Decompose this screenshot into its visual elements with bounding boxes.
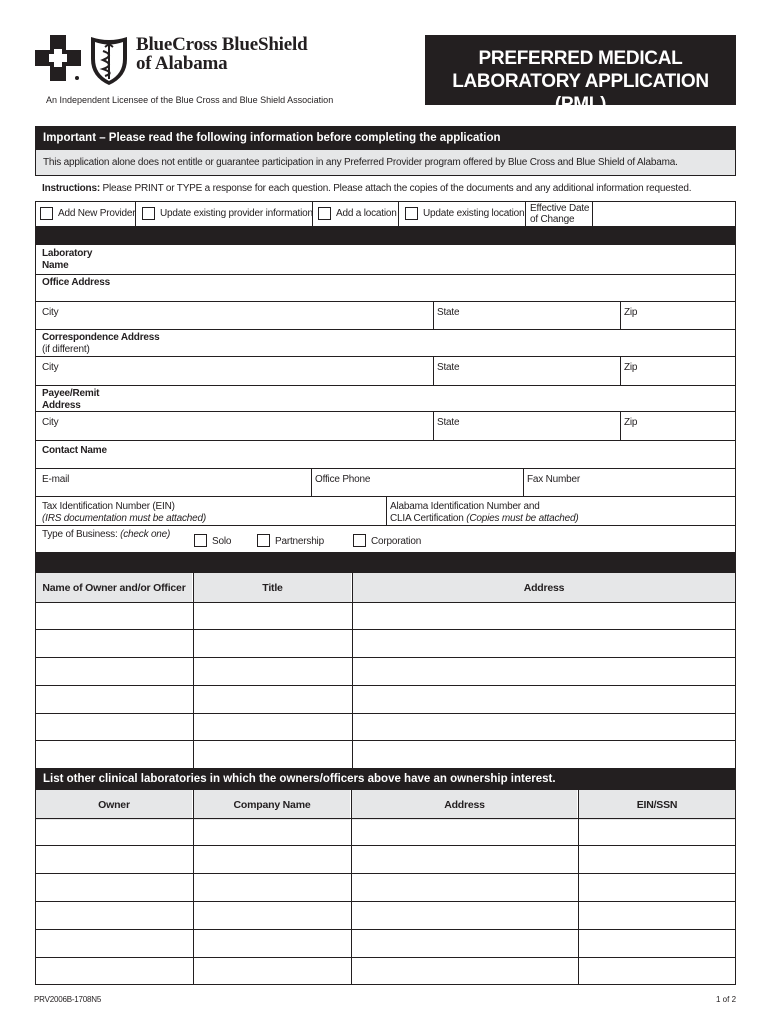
office-state-label: State — [437, 307, 460, 318]
payee-address-label: Payee/Remit Address — [42, 388, 100, 411]
lab-name-label: Laboratory Name — [42, 248, 93, 271]
labs-col-ein: EIN/SSN — [579, 790, 735, 820]
if-different-note: (if different) — [42, 344, 90, 355]
correspondence-city-label: City — [42, 362, 59, 373]
tin-note: (IRS documentation must be attached) — [42, 513, 207, 524]
solo-checkbox[interactable] — [194, 534, 207, 547]
form-code: PRV2006B-1708N5 — [34, 995, 102, 1004]
effective-date-field[interactable] — [593, 202, 735, 226]
clia-label: CLIA Certification (Copies must be attached) — [390, 513, 579, 524]
section-divider-2 — [35, 552, 736, 573]
correspondence-zip-label: Zip — [624, 362, 638, 373]
business-type-label: Type of Business: (check one) — [42, 529, 171, 540]
page-number: 1 of 2 — [716, 995, 737, 1004]
partnership-label: Partnership — [275, 536, 324, 547]
section-divider — [35, 226, 736, 245]
update-provider-label: Update existing provider information — [160, 208, 313, 219]
payee-zip-label: Zip — [624, 417, 638, 428]
owners-col-title: Title — [194, 573, 351, 603]
labs-col-address: Address — [352, 790, 577, 820]
owners-col-address: Address — [353, 573, 735, 603]
blue-cross-logo-icon — [33, 33, 83, 83]
add-location-checkbox[interactable] — [318, 207, 331, 220]
tin-label: Tax Identification Number (EIN) — [42, 501, 175, 512]
important-heading: Important – Please read the following information before completing the application — [35, 126, 736, 149]
update-location-checkbox[interactable] — [405, 207, 418, 220]
important-notice: This application alone does not entitle or guarantee participation in any Preferred Provider program offered by Blue Cross and Blue Shield of Alabama. — [35, 149, 736, 176]
form-title: PREFERRED MEDICAL LABORATORY APPLICATION (PML) — [425, 35, 736, 105]
add-location-label: Add a location — [336, 208, 397, 219]
correspondence-state-label: State — [437, 362, 460, 373]
al-id-label: Alabama Identification Number and — [390, 501, 540, 512]
office-phone-label: Office Phone — [315, 474, 371, 485]
update-provider-checkbox[interactable] — [142, 207, 155, 220]
solo-label: Solo — [212, 536, 232, 547]
licensee-note: An Independent Licensee of the Blue Cross and Blue Shield Association — [46, 95, 334, 105]
owners-table-body[interactable] — [36, 603, 736, 768]
instructions: Instructions: Please PRINT or TYPE a response for each question. Please attach the copies of the documents and any additional information requested. — [42, 183, 692, 194]
office-zip-label: Zip — [624, 307, 638, 318]
partnership-checkbox[interactable] — [257, 534, 270, 547]
labs-col-owner: Owner — [36, 790, 192, 820]
add-new-provider-label: Add New Provider — [58, 208, 136, 219]
update-location-label: Update existing location — [423, 208, 525, 219]
fax-number-label: Fax Number — [527, 474, 581, 485]
office-city-label: City — [42, 307, 59, 318]
labs-col-company: Company Name — [194, 790, 350, 820]
email-label: E-mail — [42, 474, 70, 485]
brand-name: BlueCross BlueShield of Alabama — [136, 34, 308, 74]
corporation-label: Corporation — [371, 536, 422, 547]
corporation-checkbox[interactable] — [353, 534, 366, 547]
add-new-provider-checkbox[interactable] — [40, 207, 53, 220]
correspondence-address-label: Correspondence Address — [42, 332, 160, 343]
owners-col-name: Name of Owner and/or Officer — [36, 573, 192, 603]
office-address-label: Office Address — [42, 277, 110, 288]
labs-table-heading: List other clinical laboratories in which the owners/officers above have an ownership interest. — [35, 768, 736, 790]
effective-date-label: Effective Date of Change — [530, 203, 590, 225]
contact-name-label: Contact Name — [42, 445, 107, 456]
payee-city-label: City — [42, 417, 59, 428]
labs-table-body[interactable] — [36, 819, 736, 984]
blue-shield-logo-icon — [88, 33, 130, 87]
payee-state-label: State — [437, 417, 460, 428]
